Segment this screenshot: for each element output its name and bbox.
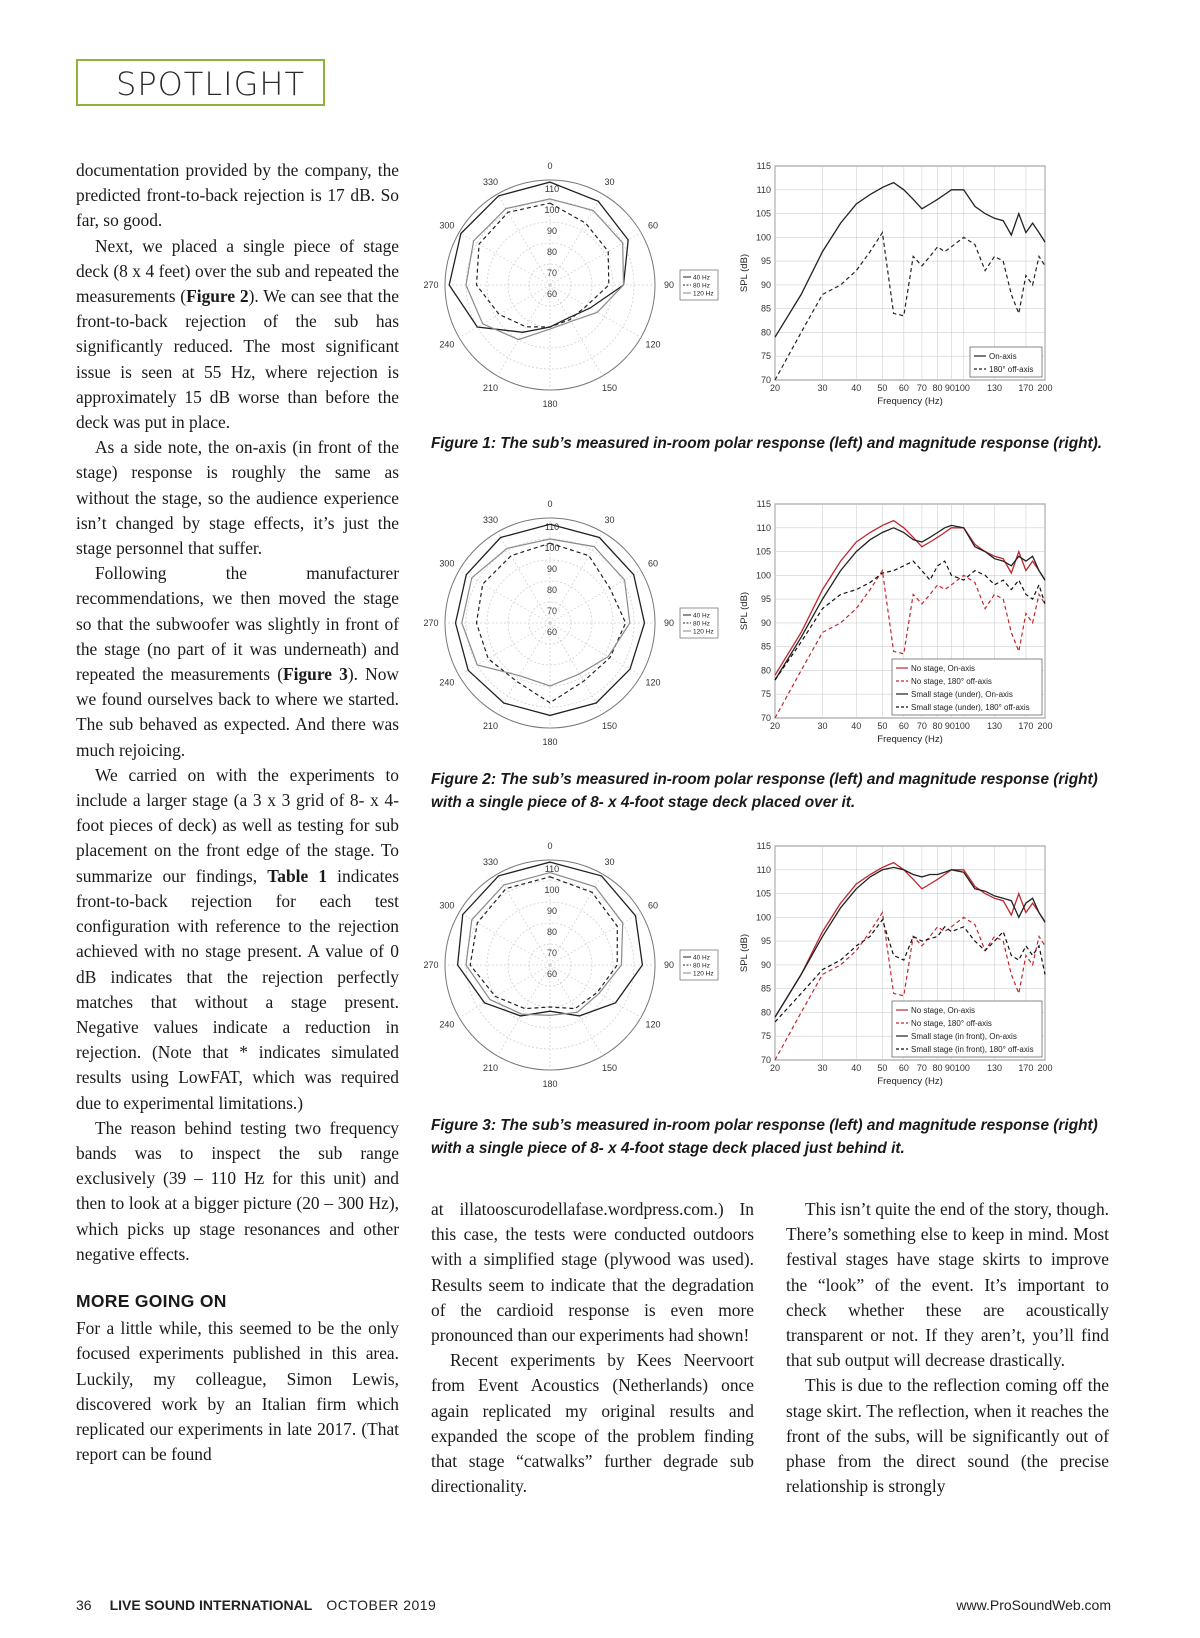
polar-spoke [459,623,550,676]
polar-spoke [459,571,550,624]
legend-label: 120 Hz [693,628,714,636]
x-tick-label: 40 [851,383,862,393]
polar-spoke [550,913,641,966]
polar-plot [423,161,674,409]
polar-angle-label: 120 [645,1019,661,1030]
polar-ring-label: 60 [546,289,558,299]
polar-angle-label: 240 [439,1019,455,1030]
y-tick-label: 115 [756,161,771,171]
polar-spoke [550,285,603,376]
polar-spoke [550,233,641,286]
x-tick-label: 170 [1018,1063,1034,1073]
polar-angle-label: 0 [547,841,553,851]
magnitude-legend [970,347,1042,377]
y-tick-label: 100 [755,912,771,923]
page-number: 36 [76,1597,92,1613]
article-column-2 [431,1197,754,1499]
polar-spoke [498,874,551,965]
polar-ring-label: 60 [546,969,558,979]
paragraph: This is due to the reflection coming off the stage skirt. The reflection, when it reaches the front of the subs, will be significantly out of phase from the direct sound (the precise relationship is strongly [786,1375,1109,1497]
polar-angle-label: 300 [439,900,455,911]
polar-series-120-hz [462,539,630,686]
x-tick-label: 50 [877,383,888,393]
figure-reference: Figure 2 [186,286,249,307]
paragraph: As a side note, the on-axis (in front of the stage) response is roughly the same as without the stage, so the audience experience isn’t changed by stage effects, it’s just the stage personnel that suffer. [76,437,399,559]
x-tick-label: 200 [1037,1063,1053,1073]
y-tick-label: 70 [760,713,771,723]
paragraph: The reason behind testing two frequency bands was to inspect the sub range exclusively (39 – 110 Hz for this unit) and then to look at a bigger picture (20 – 300 Hz), which picks up stage resonances and other negative effects. [76,1117,399,1264]
magnitude-legend [892,659,1042,715]
figure-reference: Figure 3 [283,664,348,685]
section-label-box [76,59,325,106]
y-tick-label: 105 [755,888,771,899]
figure-1-caption: Figure 1: The sub’s measured in-room polar response (left) and magnitude response (right). [431,435,1103,452]
x-tick-label: 20 [769,383,781,393]
polar-angle-label: 60 [648,220,659,231]
polar-ring-label: 100 [544,885,560,895]
paragraph: Next, we placed a single piece of stage deck (8 x 4 feet) over the sub and repeated the measurements (Figure 2). We can see that the front-to-back rejection of the sub has significantly reduced. The most significant issue is seen at 55 Hz, where rejection is approximately 15 dB worse than before the deck was put in place. [76,235,399,433]
polar-angle-label: 30 [604,514,615,525]
polar-angle-label: 300 [439,220,455,231]
section-label: SPOTLIGHT [116,65,306,103]
y-tick-label: 105 [755,546,771,557]
y-tick-label: 100 [755,570,771,581]
polar-ring-label: 80 [546,585,558,595]
polar-ring-label: 110 [544,864,560,874]
polar-spoke [498,623,551,714]
figure-1 [425,160,1115,425]
y-tick-label: 105 [755,208,771,219]
paragraph: This isn’t quite the end of the story, though. There’s something else to keep in mind. Most festival stages have stage skirts to improve the “look” of the event. It’s important to check whether these are acoustically transparent or not. If they aren’t, you’ll find that sub output will decrease drastically. [786,1199,1109,1371]
y-tick-label: 80 [760,1007,771,1018]
paragraph: Recent experiments by Kees Neervoort from Event Acoustics (Netherlands) once again replicated my original results and expanded the scope of the problem finding that stage “catwalks” further degrade sub directionality. [431,1350,754,1497]
y-tick-label: 80 [760,327,771,338]
y-tick-label: 70 [760,375,771,385]
polar-angle-label: 330 [482,176,499,187]
polar-legend [680,608,718,638]
article-column-3 [786,1197,1109,1499]
polar-angle-label: 150 [601,383,618,394]
polar-angle-label: 240 [439,339,455,350]
paragraph: We carried on with the experiments to include a larger stage (a 3 x 3 grid of 8- x 4-foot pieces of deck) as well as testing for sub placement on the front edge of the stage. To summarize our findings, Table 1 indicates front-to-back rejection for each test configuration with reference to the rejection achieved with no stage present. A value of 0 dB indicates that the rejection perfectly matches that without a stage present. Negative values indicate a reduction in rejection. (Note that * indicates simulated results using LowFAT, which was required due to experimental limitations.) [76,764,399,1113]
polar-angle-label: 90 [663,618,675,628]
page-footer [76,1597,1111,1613]
polar-legend [680,270,718,300]
polar-plot [423,841,674,1089]
issue-date: OCTOBER 2019 [326,1597,437,1613]
y-tick-label: 75 [760,1031,771,1042]
x-tick-label: 70 [916,721,927,731]
x-tick-label: 60 [898,1063,909,1073]
x-tick-label: 200 [1037,721,1053,731]
polar-angle-label: 270 [423,960,439,970]
x-axis-label: Frequency (Hz) [877,1076,943,1087]
x-tick-label: 200 [1037,383,1053,393]
x-tick-label: 30 [817,383,828,393]
y-axis-label: SPL (dB) [739,591,750,631]
legend-label: 80 Hz [693,620,710,628]
y-tick-label: 115 [756,499,771,509]
legend-label: No stage, 180° off-axis [911,1019,992,1028]
polar-angle-label: 180 [542,1079,558,1089]
y-tick-label: 115 [756,841,771,851]
x-tick-label: 130 [986,1063,1003,1073]
legend-label: No stage, On-axis [911,664,976,673]
polar-spoke [550,623,603,714]
y-tick-label: 100 [755,232,771,243]
website-link[interactable]: www.ProSoundWeb.com [956,1597,1111,1613]
figure-2-caption: Figure 2: The sub’s measured in-room polar response (left) and magnitude response (right) with a single piece of 8- x 4-foot stage deck placed over it. [431,771,1098,811]
x-tick-label: 40 [851,1063,862,1073]
polar-series-80-hz [470,877,617,1009]
x-tick-label: 80 [932,383,943,393]
polar-angle-label: 60 [648,558,659,569]
polar-spoke [459,913,550,966]
legend-label: No stage, On-axis [911,1006,976,1015]
x-tick-label: 170 [1018,383,1034,393]
figure-3-caption: Figure 3: The sub’s measured in-room polar response (left) and magnitude response (right) with a single piece of 8- x 4-foot stage deck placed just behind it. [431,1117,1098,1157]
polar-angle-label: 210 [482,383,499,394]
paragraph: Following the manufacturer recommendations, we then moved the stage so that the subwoofer was slightly in front of the stage (no part of it was underneath) and repeated the measurements (Figure 3). Now we found ourselves back to where we started. The sub behaved as expected. And there was much rejoicing. [76,563,399,760]
y-tick-label: 95 [760,594,771,605]
polar-angle-label: 180 [542,399,558,409]
y-tick-label: 80 [760,665,771,676]
x-tick-label: 130 [986,721,1003,731]
polar-angle-label: 0 [547,161,553,171]
legend-label: 80 Hz [693,282,710,290]
paragraph: at illatooscurodellafase.wordpress.com.) In this case, the tests were conducted outdoors with a simplified stage (plywood was used). Results seem to indicate that the degradation of the cardioid response is even more pronounced than our experiments had shown! [431,1199,754,1346]
y-tick-label: 90 [760,279,771,290]
polar-plot [423,499,674,747]
polar-ring-label: 90 [546,226,558,236]
polar-angle-label: 30 [604,856,615,867]
x-tick-label: 80 [932,1063,943,1073]
y-tick-label: 110 [756,864,771,875]
magnitude-legend [892,1001,1042,1057]
polar-ring-label: 110 [544,522,560,532]
polar-angle-label: 120 [645,339,661,350]
polar-angle-label: 60 [648,900,659,911]
legend-label: 80 Hz [693,962,710,970]
y-tick-label: 90 [760,617,771,628]
polar-ring-label: 90 [546,564,558,574]
polar-angle-label: 270 [423,618,439,628]
x-tick-label: 50 [877,721,888,731]
x-tick-label: 130 [986,383,1003,393]
polar-angle-label: 180 [542,737,558,747]
x-tick-label: 50 [877,1063,888,1073]
publication-name: LIVE SOUND INTERNATIONAL [109,1597,313,1613]
legend-label: 180° off-axis [989,365,1034,374]
legend-label: No stage, 180° off-axis [911,677,992,686]
polar-ring-label: 100 [544,543,560,553]
y-tick-label: 75 [760,689,771,700]
y-tick-label: 85 [760,303,771,314]
x-tick-label: 90100 [944,721,970,731]
legend-label: 120 Hz [693,970,714,978]
polar-ring-label: 70 [546,268,558,278]
legend-label: Small stage (under), 180° off-axis [911,703,1030,712]
x-tick-label: 30 [817,1063,828,1073]
x-tick-label: 40 [851,721,862,731]
polar-spoke [550,623,641,676]
y-tick-label: 75 [760,351,771,362]
polar-ring-label: 70 [546,606,558,616]
polar-angle-label: 240 [439,677,455,688]
x-tick-label: 90100 [944,383,970,393]
x-tick-label: 60 [898,383,909,393]
x-tick-label: 80 [932,721,943,731]
x-tick-label: 90100 [944,1063,970,1073]
polar-angle-label: 300 [439,558,455,569]
polar-angle-label: 270 [423,280,439,290]
y-tick-label: 95 [760,256,771,267]
paragraph: documentation provided by the company, the predicted front-to-back rejection is 17 dB. So far, so good. [76,160,399,231]
polar-angle-label: 330 [482,856,499,867]
y-tick-label: 110 [756,184,771,195]
y-tick-label: 70 [760,1055,771,1065]
x-tick-label: 20 [769,721,781,731]
polar-angle-label: 120 [645,677,661,688]
polar-spoke [459,233,550,286]
polar-ring-label: 60 [546,627,558,637]
polar-angle-label: 0 [547,499,553,509]
article-column-1 [76,158,399,1467]
polar-ring-label: 80 [546,927,558,937]
figure-3 [425,840,1115,1105]
y-tick-label: 110 [756,522,771,533]
polar-series-120-hz [466,199,624,340]
polar-spoke [550,285,641,338]
polar-spoke [498,194,551,285]
x-axis-label: Frequency (Hz) [877,734,943,745]
polar-ring-label: 110 [544,184,560,194]
legend-label: Small stage (under), On-axis [911,690,1013,699]
x-tick-label: 170 [1018,721,1034,731]
polar-angle-label: 210 [482,1063,499,1074]
polar-ring-label: 70 [546,948,558,958]
y-tick-label: 95 [760,936,771,947]
legend-label: 120 Hz [693,290,714,298]
polar-ring-label: 100 [544,205,560,215]
legend-label: 40 Hz [693,274,710,282]
legend-label: Small stage (in front), On-axis [911,1032,1017,1041]
polar-angle-label: 90 [663,960,675,970]
y-axis-label: SPL (dB) [739,253,750,293]
polar-angle-label: 30 [604,176,615,187]
y-tick-label: 90 [760,959,771,970]
polar-spoke [550,571,641,624]
polar-ring-label: 80 [546,247,558,257]
paragraph: For a little while, this seemed to be the only focused experiments published in this area. Luckily, my colleague, Simon Lewis, discovered work by an Italian firm which replicated our experiments in late 2017. (That report can be found [76,1318,399,1465]
x-axis-label: Frequency (Hz) [877,396,943,407]
polar-ring-label: 90 [546,906,558,916]
legend-label: 40 Hz [693,954,710,962]
legend-label: 40 Hz [693,612,710,620]
x-tick-label: 20 [769,1063,781,1073]
y-axis-label: SPL (dB) [739,933,750,973]
y-tick-label: 85 [760,983,771,994]
section-heading: MORE GOING ON [76,1290,227,1311]
polar-angle-label: 150 [601,721,618,732]
x-tick-label: 70 [916,1063,927,1073]
legend-label: Small stage (in front), 180° off-axis [911,1045,1034,1054]
figure-2 [425,498,1115,763]
legend-label: On-axis [989,352,1017,361]
polar-angle-label: 150 [601,1063,618,1074]
table-reference: Table 1 [267,865,328,886]
polar-angle-label: 330 [482,514,499,525]
x-tick-label: 70 [916,383,927,393]
polar-angle-label: 210 [482,721,499,732]
y-tick-label: 85 [760,641,771,652]
polar-angle-label: 90 [663,280,675,290]
polar-legend [680,950,718,980]
x-tick-label: 60 [898,721,909,731]
x-tick-label: 30 [817,721,828,731]
